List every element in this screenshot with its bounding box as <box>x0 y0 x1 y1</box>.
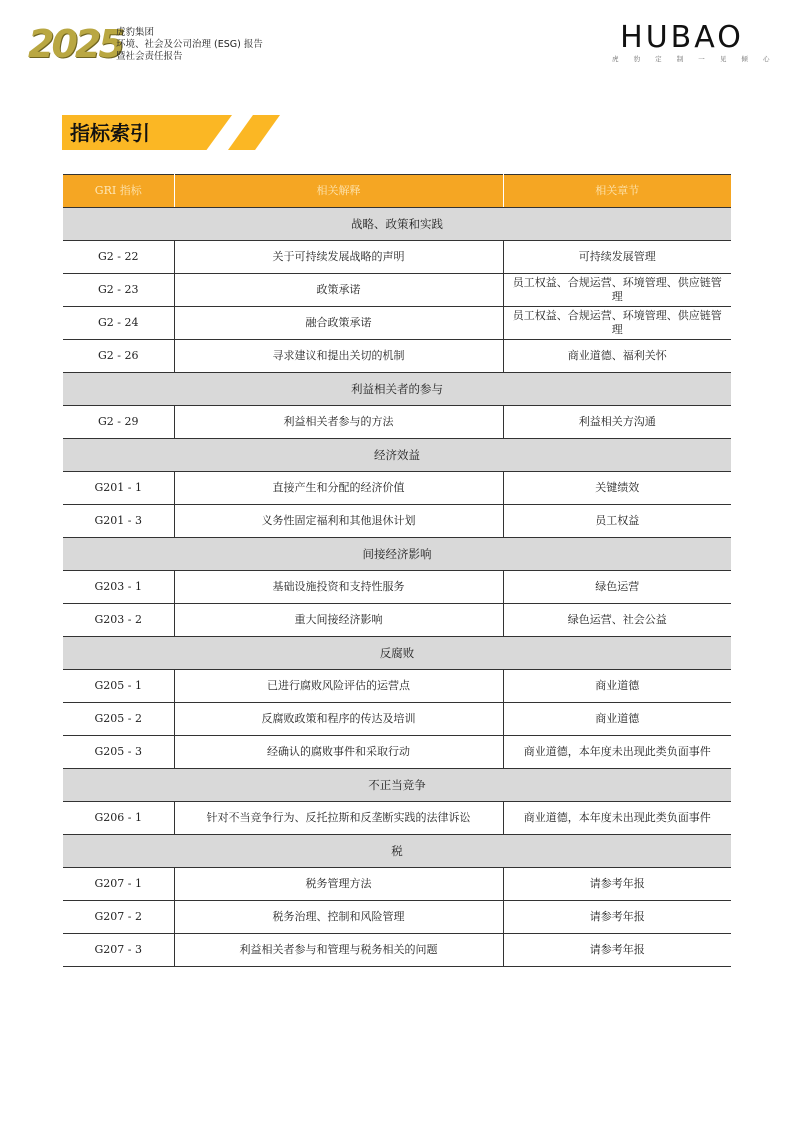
table-row <box>63 505 731 538</box>
chapter-cell: 利益相关方沟通 <box>503 406 731 439</box>
gri-code-cell: G207 - 1 <box>63 868 174 901</box>
section-heading: 反腐败 <box>63 637 731 670</box>
table-row <box>63 934 731 967</box>
chapter-cell: 请参考年报 <box>503 934 731 967</box>
explanation-cell: 税务管理方法 <box>174 868 503 901</box>
chapter-cell: 可持续发展管理 <box>503 241 731 274</box>
explanation-cell: 税务治理、控制和风险管理 <box>174 901 503 934</box>
gri-code-cell: G2 - 26 <box>63 340 174 373</box>
chapter-cell: 商业道德，本年度未出现此类负面事件 <box>503 736 731 769</box>
table-body <box>63 208 731 967</box>
report-subname: 暨社会责任报告 <box>116 51 183 62</box>
table-row <box>63 472 731 505</box>
gri-code-cell: G203 - 2 <box>63 604 174 637</box>
section-row <box>63 637 731 670</box>
explanation-cell: 已进行腐败风险评估的运营点 <box>174 670 503 703</box>
section-row <box>63 835 731 868</box>
section-row <box>63 373 731 406</box>
gri-code-cell: G205 - 1 <box>63 670 174 703</box>
table-row <box>63 307 731 340</box>
table-row <box>63 571 731 604</box>
chapter-cell: 绿色运营、社会公益 <box>503 604 731 637</box>
gri-code-cell: G2 - 29 <box>63 406 174 439</box>
explanation-cell: 关于可持续发展战略的声明 <box>174 241 503 274</box>
explanation-cell: 重大间接经济影响 <box>174 604 503 637</box>
gri-code-cell: G207 - 3 <box>63 934 174 967</box>
brand-name: HUBAO <box>620 20 744 55</box>
table-header-row <box>63 175 731 208</box>
table-row <box>63 340 731 373</box>
explanation-cell: 义务性固定福利和其他退休计划 <box>174 505 503 538</box>
explanation-cell: 直接产生和分配的经济价值 <box>174 472 503 505</box>
explanation-cell: 寻求建议和提出关切的机制 <box>174 340 503 373</box>
chapter-cell: 员工权益 <box>503 505 731 538</box>
table-row <box>63 670 731 703</box>
table-row <box>63 901 731 934</box>
header-chapter: 相关章节 <box>503 175 731 208</box>
gri-code-cell: G201 - 3 <box>63 505 174 538</box>
chapter-cell: 商业道德 <box>503 703 731 736</box>
section-title: 指标索引 <box>70 121 150 145</box>
chapter-cell: 请参考年报 <box>503 868 731 901</box>
table-row <box>63 406 731 439</box>
section-heading: 经济效益 <box>63 439 731 472</box>
chapter-cell: 员工权益、合规运营、环境管理、供应链管理 <box>503 274 731 307</box>
table-row <box>63 241 731 274</box>
table-row <box>63 703 731 736</box>
table-row <box>63 736 731 769</box>
explanation-cell: 政策承诺 <box>174 274 503 307</box>
chapter-cell: 商业道德、福利关怀 <box>503 340 731 373</box>
chapter-cell: 关键绩效 <box>503 472 731 505</box>
explanation-cell: 针对不当竞争行为、反托拉斯和反垄断实践的法律诉讼 <box>174 802 503 835</box>
gri-code-cell: G2 - 23 <box>63 274 174 307</box>
header-explanation: 相关解释 <box>174 175 503 208</box>
section-row <box>63 439 731 472</box>
chapter-cell: 员工权益、合规运营、环境管理、供应链管理 <box>503 307 731 340</box>
explanation-cell: 融合政策承诺 <box>174 307 503 340</box>
table-row <box>63 274 731 307</box>
section-row <box>63 208 731 241</box>
section-heading: 间接经济影响 <box>63 538 731 571</box>
section-heading: 不正当竞争 <box>63 769 731 802</box>
chapter-cell: 请参考年报 <box>503 901 731 934</box>
index-table <box>63 174 731 967</box>
explanation-cell: 基础设施投资和支持性服务 <box>174 571 503 604</box>
gri-code-cell: G2 - 22 <box>63 241 174 274</box>
gri-code-cell: G205 - 2 <box>63 703 174 736</box>
explanation-cell: 反腐败政策和程序的传达及培训 <box>174 703 503 736</box>
table-row <box>63 604 731 637</box>
chapter-cell: 商业道德，本年度未出现此类负面事件 <box>503 802 731 835</box>
title-slash-decoration <box>228 115 280 150</box>
gri-code-cell: G207 - 2 <box>63 901 174 934</box>
report-name: 环境、社会及公司治理 (ESG) 报告 <box>116 39 263 50</box>
header-gri: GRI 指标 <box>63 175 174 208</box>
gri-code-cell: G203 - 1 <box>63 571 174 604</box>
section-heading: 税 <box>63 835 731 868</box>
explanation-cell: 利益相关者参与和管理与税务相关的问题 <box>174 934 503 967</box>
section-row <box>63 769 731 802</box>
explanation-cell: 利益相关者参与的方法 <box>174 406 503 439</box>
company-name: 虎豹集团 <box>116 27 155 38</box>
explanation-cell: 经确认的腐败事件和采取行动 <box>174 736 503 769</box>
brand-tagline: 虎 豹 定 制 一 见 倾 心 <box>612 55 776 63</box>
table-row <box>63 802 731 835</box>
section-heading: 利益相关者的参与 <box>63 373 731 406</box>
gri-code-cell: G201 - 1 <box>63 472 174 505</box>
gri-code-cell: G2 - 24 <box>63 307 174 340</box>
section-row <box>63 538 731 571</box>
section-heading: 战略、政策和实践 <box>63 208 731 241</box>
table-row <box>63 868 731 901</box>
report-title-lines <box>116 27 263 63</box>
report-year: 2025 <box>28 22 122 66</box>
brand-logo <box>612 20 776 63</box>
chapter-cell: 商业道德 <box>503 670 731 703</box>
gri-code-cell: G206 - 1 <box>63 802 174 835</box>
chapter-cell: 绿色运营 <box>503 571 731 604</box>
gri-code-cell: G205 - 3 <box>63 736 174 769</box>
